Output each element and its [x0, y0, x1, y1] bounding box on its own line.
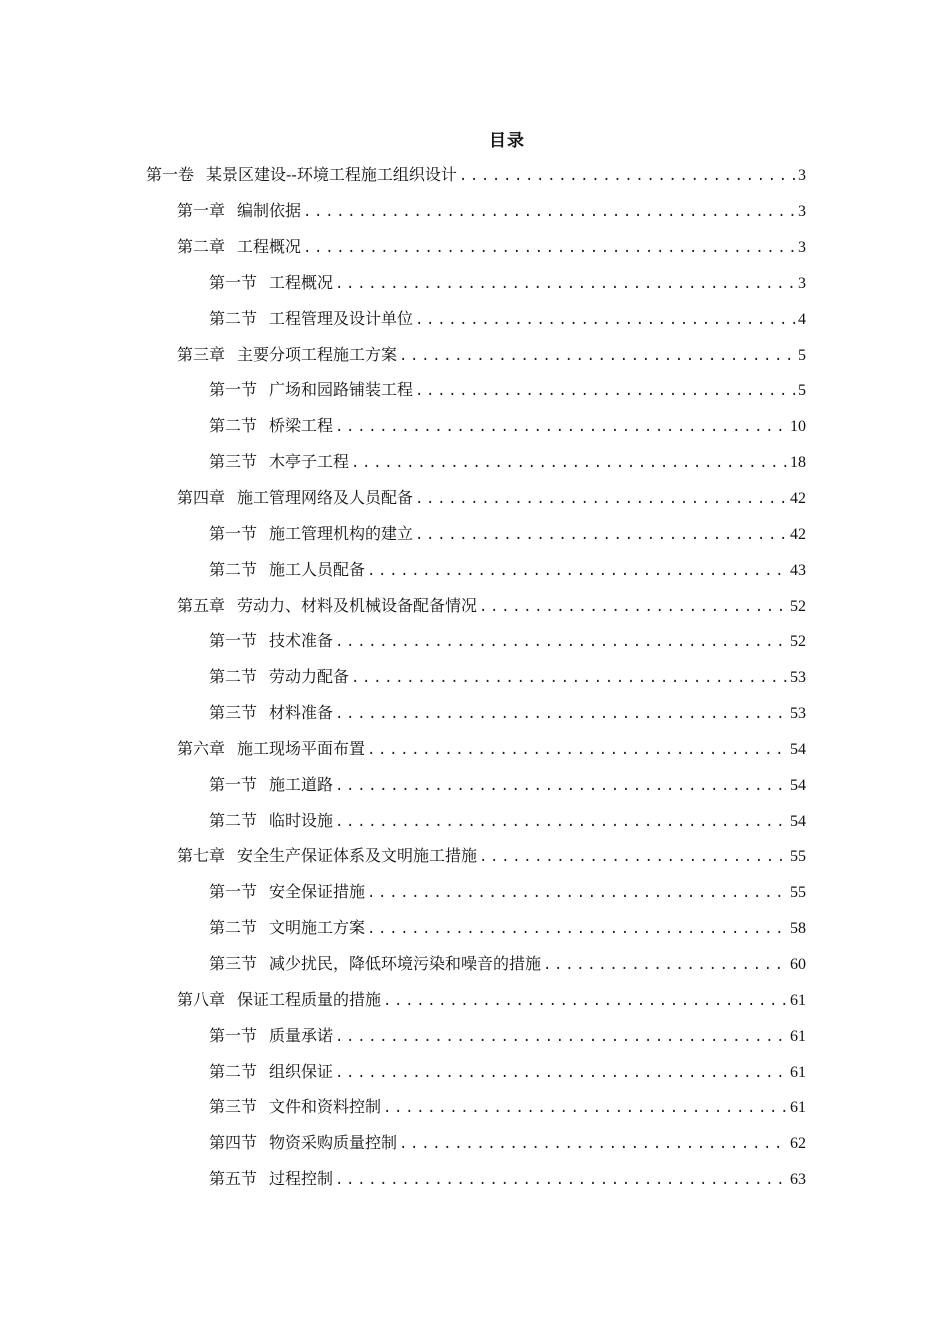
toc-leader-dots [335, 632, 788, 652]
toc-entry-text: 组织保证 [269, 1061, 334, 1081]
toc-entry-text: 施工道路 [269, 774, 334, 794]
toc-entry-page-number: 10 [790, 418, 806, 436]
toc-leader-dots [335, 1027, 788, 1047]
toc-entry-inner [209, 380, 806, 401]
toc-entry-17[interactable] [0, 732, 950, 768]
toc-entry-inner [209, 1026, 806, 1047]
toc-entry-label: 第二节 [209, 1061, 258, 1081]
toc-entry-20[interactable] [0, 839, 950, 875]
toc-entry-label: 第二节 [209, 559, 258, 579]
toc-entry-22[interactable] [0, 911, 950, 947]
toc-entry-13[interactable] [0, 588, 950, 624]
toc-entry-text: 减少扰民，降低环境污染和噪音的措施 [269, 953, 542, 973]
toc-entry-page-number: 3 [798, 274, 806, 292]
toc-entry-page-number: 55 [790, 848, 806, 866]
toc-entry-label: 第三节 [209, 452, 258, 472]
toc-entry-inner [209, 918, 806, 939]
toc-entry-page-number: 53 [790, 669, 806, 687]
toc-entry-text: 某景区建设--环境工程施工组织设计 [206, 165, 457, 185]
toc-leader-dots [367, 740, 788, 760]
toc-entry-label: 第三节 [209, 953, 258, 973]
toc-entry-page-number: 4 [798, 310, 806, 328]
toc-entry-label: 第一章 [177, 201, 226, 221]
toc-entry-inner [177, 237, 806, 258]
toc-entry-page-number: 42 [790, 525, 806, 543]
toc-entry-label: 第三章 [177, 344, 226, 364]
toc-entry-15[interactable] [0, 660, 950, 696]
toc-entry-label: 第三节 [209, 1097, 258, 1117]
toc-entry-1[interactable] [0, 158, 950, 194]
toc-leader-dots [335, 1170, 788, 1190]
toc-entry-page-number: 61 [790, 991, 806, 1009]
toc-entry-label: 第三节 [209, 703, 258, 723]
toc-leader-dots [335, 1063, 788, 1083]
toc-entry-inner [209, 703, 806, 724]
toc-entry-label: 第二节 [209, 810, 258, 830]
toc-entry-page-number: 54 [790, 812, 806, 830]
toc-entry-text: 施工现场平面布置 [237, 738, 366, 758]
toc-entry-inner [209, 416, 806, 437]
toc-leader-dots [303, 202, 796, 222]
toc-entry-inner [177, 990, 806, 1011]
toc-leader-dots [415, 381, 796, 401]
toc-entry-text: 安全生产保证体系及文明施工措施 [237, 846, 478, 866]
toc-entry-page-number: 58 [790, 920, 806, 938]
toc-entry-page-number: 52 [790, 633, 806, 651]
toc-entry-label: 第一节 [209, 882, 258, 902]
toc-entry-19[interactable] [0, 803, 950, 839]
toc-leader-dots [383, 991, 788, 1011]
toc-entry-inner [177, 596, 806, 617]
toc-entry-label: 第四节 [209, 1133, 258, 1153]
toc-entry-text: 编制依据 [237, 201, 302, 221]
toc-entry-10[interactable] [0, 481, 950, 517]
toc-entry-page-number: 5 [798, 382, 806, 400]
toc-entry-label: 第七章 [177, 846, 226, 866]
toc-entry-8[interactable] [0, 409, 950, 445]
toc-leader-dots [415, 489, 788, 509]
toc-leader-dots [479, 597, 788, 617]
toc-entry-12[interactable] [0, 552, 950, 588]
toc-leader-dots [335, 704, 788, 724]
toc-entry-25[interactable] [0, 1018, 950, 1054]
toc-entry-16[interactable] [0, 696, 950, 732]
toc-entry-page-number: 52 [790, 597, 806, 615]
toc-leader-dots [415, 310, 796, 330]
toc-entry-text: 文件和资料控制 [269, 1097, 382, 1117]
toc-entry-11[interactable] [0, 516, 950, 552]
toc-entry-14[interactable] [0, 624, 950, 660]
toc-entry-page-number: 60 [790, 955, 806, 973]
toc-entry-inner [209, 775, 806, 796]
toc-entry-text: 工程概况 [237, 237, 302, 257]
toc-entry-label: 第五章 [177, 595, 226, 615]
toc-entry-page-number: 43 [790, 561, 806, 579]
toc-entry-inner [209, 1062, 806, 1083]
toc-entry-29[interactable] [0, 1162, 950, 1198]
toc-entry-27[interactable] [0, 1090, 950, 1126]
toc-entry-label: 第一卷 [146, 165, 195, 185]
toc-entry-label: 第一节 [209, 380, 258, 400]
toc-entry-inner [177, 345, 806, 366]
toc-entry-page-number: 42 [790, 490, 806, 508]
toc-leader-dots [383, 1098, 788, 1118]
toc-leader-dots [351, 453, 788, 473]
toc-entry-inner [209, 309, 806, 330]
toc-entry-text: 工程概况 [269, 272, 334, 292]
toc-entry-page-number: 5 [798, 346, 806, 364]
toc-entry-text: 施工管理网络及人员配备 [237, 488, 414, 508]
toc-entry-5[interactable] [0, 301, 950, 337]
toc-entry-inner [209, 954, 806, 975]
toc-entry-inner [209, 452, 806, 473]
toc-entry-text: 主要分项工程施工方案 [237, 344, 398, 364]
toc-entry-text: 桥梁工程 [269, 416, 334, 436]
toc-entry-text: 临时设施 [269, 810, 334, 830]
toc-entry-text: 材料准备 [269, 703, 334, 723]
toc-entry-inner [209, 1133, 806, 1154]
toc-entry-page-number: 63 [790, 1171, 806, 1189]
toc-leader-dots [335, 417, 788, 437]
toc-entry-inner [209, 273, 806, 294]
toc-entry-label: 第一节 [209, 523, 258, 543]
toc-entry-28[interactable] [0, 1126, 950, 1162]
toc-entry-text: 木亭子工程 [269, 452, 350, 472]
toc-entry-label: 第二章 [177, 237, 226, 257]
toc-entry-label: 第一节 [209, 631, 258, 651]
toc-entry-text: 质量承诺 [269, 1025, 334, 1045]
toc-entry-inner [146, 165, 806, 186]
toc-entry-7[interactable] [0, 373, 950, 409]
toc-entry-page-number: 61 [790, 1099, 806, 1117]
toc-entry-label: 第五节 [209, 1169, 258, 1189]
toc-entry-page-number: 3 [798, 203, 806, 221]
toc-entry-inner [177, 846, 806, 867]
toc-entry-page-number: 3 [798, 239, 806, 257]
toc-entry-page-number: 53 [790, 705, 806, 723]
toc-entry-inner [209, 560, 806, 581]
toc-entry-26[interactable] [0, 1054, 950, 1090]
toc-leader-dots [351, 668, 788, 688]
toc-entry-page-number: 54 [790, 776, 806, 794]
toc-title: 目录 [489, 131, 525, 151]
toc-entry-23[interactable] [0, 947, 950, 983]
toc-entry-label: 第四章 [177, 488, 226, 508]
toc-list [0, 158, 950, 1197]
toc-entry-text: 劳动力、材料及机械设备配备情况 [237, 595, 478, 615]
toc-leader-dots [399, 1134, 788, 1154]
toc-entry-page-number: 54 [790, 740, 806, 758]
toc-entry-text: 工程管理及设计单位 [269, 308, 414, 328]
toc-entry-label: 第八章 [177, 989, 226, 1009]
toc-entry-2[interactable] [0, 194, 950, 230]
toc-entry-text: 技术准备 [269, 631, 334, 651]
toc-entry-inner [209, 1097, 806, 1118]
toc-leader-dots [479, 847, 788, 867]
toc-entry-inner [209, 811, 806, 832]
toc-entry-18[interactable] [0, 767, 950, 803]
toc-entry-inner [177, 488, 806, 509]
toc-entry-text: 劳动力配备 [269, 667, 350, 687]
toc-entry-3[interactable] [0, 230, 950, 266]
toc-entry-text: 广场和园路铺装工程 [269, 380, 414, 400]
toc-entry-inner [209, 1169, 806, 1190]
toc-entry-label: 第二节 [209, 918, 258, 938]
toc-entry-page-number: 61 [790, 1027, 806, 1045]
toc-leader-dots [459, 166, 796, 186]
toc-entry-inner [209, 882, 806, 903]
toc-entry-9[interactable] [0, 445, 950, 481]
toc-leader-dots [399, 346, 796, 366]
toc-entry-text: 过程控制 [269, 1169, 334, 1189]
toc-entry-inner [177, 201, 806, 222]
toc-entry-text: 物资采购质量控制 [269, 1133, 398, 1153]
toc-leader-dots [543, 955, 788, 975]
toc-leader-dots [335, 274, 796, 294]
toc-leader-dots [367, 919, 788, 939]
toc-entry-text: 保证工程质量的措施 [237, 989, 382, 1009]
toc-entry-24[interactable] [0, 982, 950, 1018]
toc-entry-text: 施工管理机构的建立 [269, 523, 414, 543]
toc-entry-inner [177, 739, 806, 760]
toc-entry-inner [209, 631, 806, 652]
toc-entry-page-number: 3 [798, 167, 806, 185]
toc-entry-label: 第六章 [177, 738, 226, 758]
toc-entry-text: 施工人员配备 [269, 559, 366, 579]
toc-entry-21[interactable] [0, 875, 950, 911]
toc-entry-text: 安全保证措施 [269, 882, 366, 902]
toc-leader-dots [415, 525, 788, 545]
toc-entry-4[interactable] [0, 266, 950, 302]
toc-leader-dots [303, 238, 796, 258]
toc-leader-dots [367, 883, 788, 903]
toc-entry-page-number: 18 [790, 454, 806, 472]
toc-entry-label: 第二节 [209, 416, 258, 436]
toc-entry-page-number: 61 [790, 1063, 806, 1081]
toc-entry-page-number: 62 [790, 1135, 806, 1153]
toc-entry-page-number: 55 [790, 884, 806, 902]
toc-entry-label: 第一节 [209, 774, 258, 794]
toc-entry-6[interactable] [0, 337, 950, 373]
toc-entry-label: 第一节 [209, 1025, 258, 1045]
toc-leader-dots [335, 812, 788, 832]
toc-entry-text: 文明施工方案 [269, 918, 366, 938]
toc-entry-label: 第一节 [209, 272, 258, 292]
toc-entry-label: 第二节 [209, 308, 258, 328]
toc-leader-dots [335, 776, 788, 796]
toc-entry-inner [209, 667, 806, 688]
toc-leader-dots [367, 561, 788, 581]
toc-entry-label: 第二节 [209, 667, 258, 687]
toc-entry-inner [209, 524, 806, 545]
